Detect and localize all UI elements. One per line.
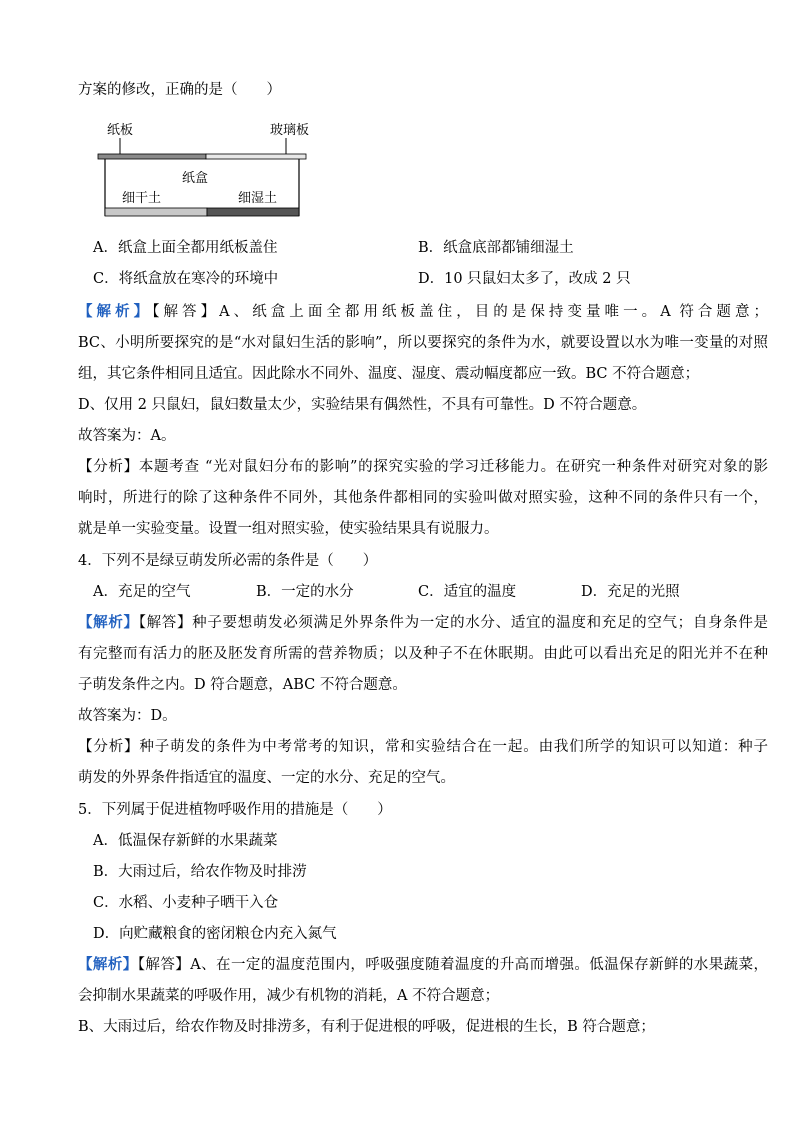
q3-final-answer: 故答案为：A。	[78, 428, 176, 444]
q4-stem: 4．下列不是绿豆萌发所必需的条件是（ ）	[78, 553, 378, 569]
wet-soil-layer	[207, 208, 299, 216]
q3-answer-line-4: D、仅用 2 只鼠妇，鼠妇数量太少，实验结果有偶然性，不具有可靠性。D 不符合题意。	[78, 397, 647, 413]
q4-option-a: A．充足的空气	[93, 584, 191, 600]
q5-answer-line-2: 会抑制水果蔬菜的呼吸作用，减少有机物的消耗，A 不符合题意；	[78, 988, 500, 1004]
q3-stem-end: 方案的修改，正确的是（ ）	[78, 82, 281, 98]
q4-analysis-line-1: 【分析】种子萌发的条件为中考常考的知识，常和实验结合在一起。由我们所学的知识可以知道：种子	[78, 739, 769, 755]
q5-stem: 5．下列属于促进植物呼吸作用的措施是（ ）	[78, 802, 392, 818]
q4-analysis-line-2: 萌发的外界条件指适宜的温度、一定的水分、充足的空气。	[78, 770, 455, 786]
label-glass-board: 玻璃板	[270, 123, 310, 138]
experiment-box-figure	[96, 118, 318, 224]
q4-option-c: C．适宜的温度	[418, 584, 517, 600]
q3-option-d: D．10 只鼠妇太多了，改成 2 只	[418, 271, 631, 287]
q5-answer-tag: 【解答】	[137, 957, 191, 973]
q4-analysis2-tag: 【分析】	[78, 739, 140, 755]
q4-analysis-tag: 【解析】	[78, 614, 139, 631]
q4-answer-tag: 【解答】	[138, 615, 193, 631]
q3-answer-tag: 【解答】	[152, 304, 220, 320]
q4-final-answer: 故答案为：D。	[78, 708, 177, 724]
q4-option-d: D．充足的光照	[581, 584, 680, 600]
label-paper-board: 纸板	[107, 123, 134, 138]
q3-analysis-tag: 【解析】	[78, 303, 153, 320]
q3-analysis2-tag: 【分析】	[78, 459, 139, 475]
label-wet-soil: 细湿土	[238, 191, 278, 206]
q5-answer-line-1: 【解析】【解答】A、在一定的温度范围内，呼吸强度随着温度的升高而增强。低温保存新鲜的水果蔬菜，	[78, 956, 769, 973]
dry-soil-layer	[105, 208, 207, 216]
q4-answer-line-2: 有完整而有活力的胚及胚发育所需的营养物质；以及种子不在休眠期。由此可以看出充足的阳光并不在种	[78, 646, 768, 662]
q5-option-a: A．低温保存新鲜的水果蔬菜	[93, 833, 278, 849]
q3-option-a: A．纸盒上面全都用纸板盖住	[93, 240, 278, 256]
label-dry-soil: 细干土	[122, 191, 162, 206]
q3-analysis-line-1: 【分析】本题考查 “光对鼠妇分布的影响”的探究实验的学习迁移能力。在研究一种条件对研究对象的影	[78, 459, 769, 475]
q3-option-b: B．纸盒底部都铺细湿土	[418, 240, 574, 256]
q3-analysis-line-3: 就是单一实验变量。设置一组对照实验，使实验结果具有说服力。	[78, 521, 499, 537]
q5-analysis-tag: 【解析】	[78, 956, 138, 973]
label-box: 纸盒	[182, 171, 209, 186]
glass-board	[206, 154, 306, 159]
q3-option-c: C．将纸盒放在寒冷的环境中	[93, 271, 279, 287]
q5-option-b: B．大雨过后，给农作物及时排涝	[93, 864, 307, 880]
paper-board	[98, 154, 206, 159]
q3-answer-line-3: 组，其它条件相同且适宜。因此除水不同外、温度、湿度、震动幅度都应一致。BC 不符合题意；	[78, 366, 700, 382]
q4-answer-line-1: 【解析】【解答】种子要想萌发必须满足外界条件为一定的水分、适宜的温度和充足的空气；自身条件是	[78, 614, 769, 631]
q3-answer-line-1: 【解析】【解答】A、纸盒上面全都用纸板盖住，目的是保持变量唯一。A 符合题意；	[78, 303, 768, 320]
q3-answer-line-2: BC、小明所要探究的是“水对鼠妇生活的影响”，所以要探究的条件为水，就要设置以水为唯一变量的对照	[78, 335, 768, 351]
q5-option-d: D．向贮藏粮食的密闭粮仓内充入氮气	[93, 926, 337, 942]
q4-option-b: B．一定的水分	[256, 584, 354, 600]
q4-answer-line-3: 子萌发条件之内。D 符合题意，ABC 不符合题意。	[78, 677, 407, 693]
q5-answer-line-3: B、大雨过后，给农作物及时排涝多，有利于促进根的呼吸，促进根的生长，B 符合题意；	[78, 1019, 655, 1035]
q3-analysis-line-2: 响时，所进行的除了这种条件不同外，其他条件都相同的实验叫做对照实验，这种不同的条件只有一个，	[78, 490, 768, 506]
q5-option-c: C．水稻、小麦种子晒干入仓	[93, 895, 279, 911]
